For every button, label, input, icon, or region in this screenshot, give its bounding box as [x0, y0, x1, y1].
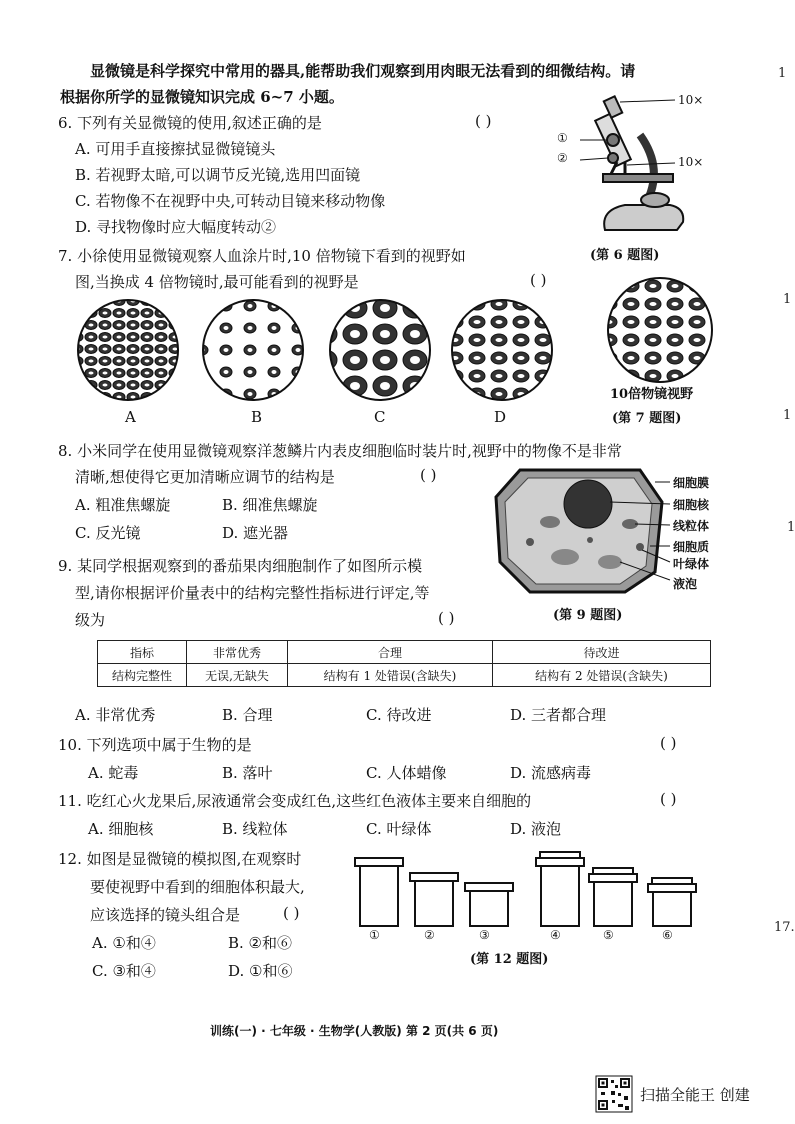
q6-option-d: D. 寻找物像时应大幅度转动② — [75, 218, 277, 236]
q11-stem: 11. 吃红心火龙果后,尿液通常会变成红色,这些红色液体主要来自细胞的 — [58, 792, 532, 810]
microscope-label-2: ② — [557, 151, 568, 165]
view-c-circle — [330, 300, 430, 400]
lens-6 — [648, 878, 696, 926]
microscope-label-1: ① — [557, 131, 568, 145]
q6-figure-caption: (第 6 题图) — [590, 248, 660, 263]
q6-option-b: B. 若视野太暗,可以调节反光镜,选用凹面镜 — [75, 166, 361, 184]
q7-option-c: C — [374, 408, 386, 426]
q9-stem-3: 级为 — [75, 611, 106, 629]
q7-answer-paren[interactable]: ( ) — [530, 271, 547, 289]
view-b-circle — [203, 300, 303, 400]
q11-option-b: B. 线粒体 — [222, 820, 288, 838]
q9-stem-2: 型,请你根据评价量表中的结构完整性指标进行评定,等 — [75, 584, 430, 602]
q9-answer-paren[interactable]: ( ) — [438, 609, 455, 627]
table-cell: 结构有 2 处错误(含缺失) — [493, 664, 711, 687]
table-header-row — [98, 641, 711, 664]
label-vacuole: 液泡 — [673, 577, 698, 591]
q10-option-b: B. 落叶 — [222, 764, 273, 782]
q8-stem-2: 清晰,想使得它更加清晰应调节的结构是 — [75, 468, 335, 486]
q9-option-a: A. 非常优秀 — [75, 706, 156, 724]
q8-option-d: D. 遮光器 — [222, 524, 289, 542]
lens-figure — [350, 848, 700, 928]
q10-option-d: D. 流感病毒 — [510, 764, 592, 782]
q12-option-d: D. ①和⑥ — [228, 962, 293, 980]
q8-answer-paren[interactable]: ( ) — [420, 466, 437, 484]
evaluation-table — [97, 640, 711, 687]
q7-option-d: D — [494, 408, 507, 426]
lens-5 — [589, 868, 637, 926]
table-row — [98, 664, 711, 687]
reference-view-circle — [608, 278, 712, 382]
qr-code-icon — [596, 1076, 632, 1112]
q6-option-a: A. 可用手直接擦拭显微镜镜头 — [75, 140, 276, 158]
objective-magnification: 10× — [678, 155, 704, 169]
q7-stem-1: 7. 小徐使用显微镜观察人血涂片时,10 倍物镜下看到的视野如 — [58, 247, 466, 265]
lens-3 — [465, 883, 513, 926]
table-cell: 结构完整性 — [98, 664, 187, 687]
q11-answer-paren[interactable]: ( ) — [660, 790, 677, 808]
q6-answer-paren[interactable]: ( ) — [475, 112, 492, 130]
q9-figure-caption: (第 9 题图) — [553, 608, 623, 623]
q9-stem-1: 9. 某同学根据观察到的番茄果肉细胞制作了如图所示模 — [58, 557, 423, 575]
view-d-circle — [452, 300, 552, 400]
q8-stem-1: 8. 小米同学在使用显微镜观察洋葱鳞片内表皮细胞临时装片时,视野中的物像不是非常 — [58, 442, 622, 460]
intro-line-1: 显微镜是科学探究中常用的器具,能帮助我们观察到用肉眼无法看到的细微结构。请 — [90, 62, 636, 80]
intro-line-2: 根据你所学的显微镜知识完成 6~7 小题。 — [60, 88, 344, 106]
table-cell: 结构有 1 处错误(含缺失) — [288, 664, 493, 687]
q9-option-b: B. 合理 — [222, 706, 273, 724]
label-chloroplast: 叶绿体 — [673, 557, 710, 571]
label-cytoplasm: 细胞质 — [673, 540, 710, 554]
edge-mark: 17. — [774, 920, 795, 935]
q11-option-a: A. 细胞核 — [88, 820, 154, 838]
label-mitochondria: 线粒体 — [673, 519, 710, 533]
lens-4 — [536, 852, 584, 926]
q12-option-c: C. ③和④ — [92, 962, 156, 980]
lens-2 — [410, 873, 458, 926]
q7-figure-caption: (第 7 题图) — [612, 411, 682, 426]
q12-option-b: B. ②和⑥ — [228, 934, 293, 952]
table-header: 指标 — [98, 641, 187, 664]
q6-stem: 6. 下列有关显微镜的使用,叙述正确的是 — [58, 114, 322, 132]
label-cell-membrane: 细胞膜 — [673, 476, 710, 490]
table-header: 待改进 — [493, 641, 711, 664]
q9-option-c: C. 待改进 — [366, 706, 432, 724]
edge-mark: 1 — [783, 408, 792, 423]
q11-option-c: C. 叶绿体 — [366, 820, 432, 838]
q8-option-c: C. 反光镜 — [75, 524, 141, 542]
q12-stem-2: 要使视野中看到的细胞体积最大, — [90, 878, 305, 896]
q11-option-d: D. 液泡 — [510, 820, 562, 838]
lens-label-1: ① — [369, 928, 380, 942]
q10-answer-paren[interactable]: ( ) — [660, 734, 677, 752]
table-cell: 无误,无缺失 — [187, 664, 288, 687]
q8-option-a: A. 粗准焦螺旋 — [75, 496, 171, 514]
eyepiece-magnification: 10× — [678, 93, 704, 107]
q10-option-c: C. 人体蜡像 — [366, 764, 447, 782]
q12-option-a: A. ①和④ — [92, 934, 156, 952]
q7-reference-label: 10倍物镜视野 — [610, 387, 694, 402]
q10-option-a: A. 蛇毒 — [88, 764, 139, 782]
q10-stem: 10. 下列选项中属于生物的是 — [58, 736, 252, 754]
q12-figure-caption: (第 12 题图) — [470, 952, 549, 967]
page-footer: 训练(一) · 七年级 · 生物学(人教版) 第 2 页(共 6 页) — [210, 1024, 499, 1038]
q7-option-a: A — [125, 408, 136, 426]
q9-option-d: D. 三者都合理 — [510, 706, 607, 724]
lens-label-2: ② — [424, 928, 435, 942]
scanner-watermark: 扫描全能王 创建 — [640, 1086, 750, 1104]
lens-label-5: ⑤ — [603, 928, 614, 942]
label-nucleus: 细胞核 — [673, 498, 710, 512]
q12-stem-1: 12. 如图是显微镜的模拟图,在观察时 — [58, 850, 302, 868]
lens-label-3: ③ — [479, 928, 490, 942]
edge-mark: 1 — [787, 520, 795, 535]
lens-label-6: ⑥ — [662, 928, 673, 942]
view-a-circle — [78, 300, 178, 400]
q8-option-b: B. 细准焦螺旋 — [222, 496, 318, 514]
lens-1 — [355, 858, 403, 926]
q7-stem-2: 图,当换成 4 倍物镜时,最可能看到的视野是 — [75, 273, 359, 291]
table-header: 合理 — [288, 641, 493, 664]
q12-answer-paren[interactable]: ( ) — [283, 904, 300, 922]
cell-model-figure — [490, 462, 670, 597]
edge-mark: 1 — [778, 66, 787, 81]
q7-option-b: B — [251, 408, 263, 426]
edge-mark: 1 — [783, 292, 792, 307]
q6-option-c: C. 若物像不在视野中央,可转动目镜来移动物像 — [75, 192, 386, 210]
table-header: 非常优秀 — [187, 641, 288, 664]
lens-label-4: ④ — [550, 928, 561, 942]
q12-stem-3: 应该选择的镜头组合是 — [90, 906, 241, 924]
